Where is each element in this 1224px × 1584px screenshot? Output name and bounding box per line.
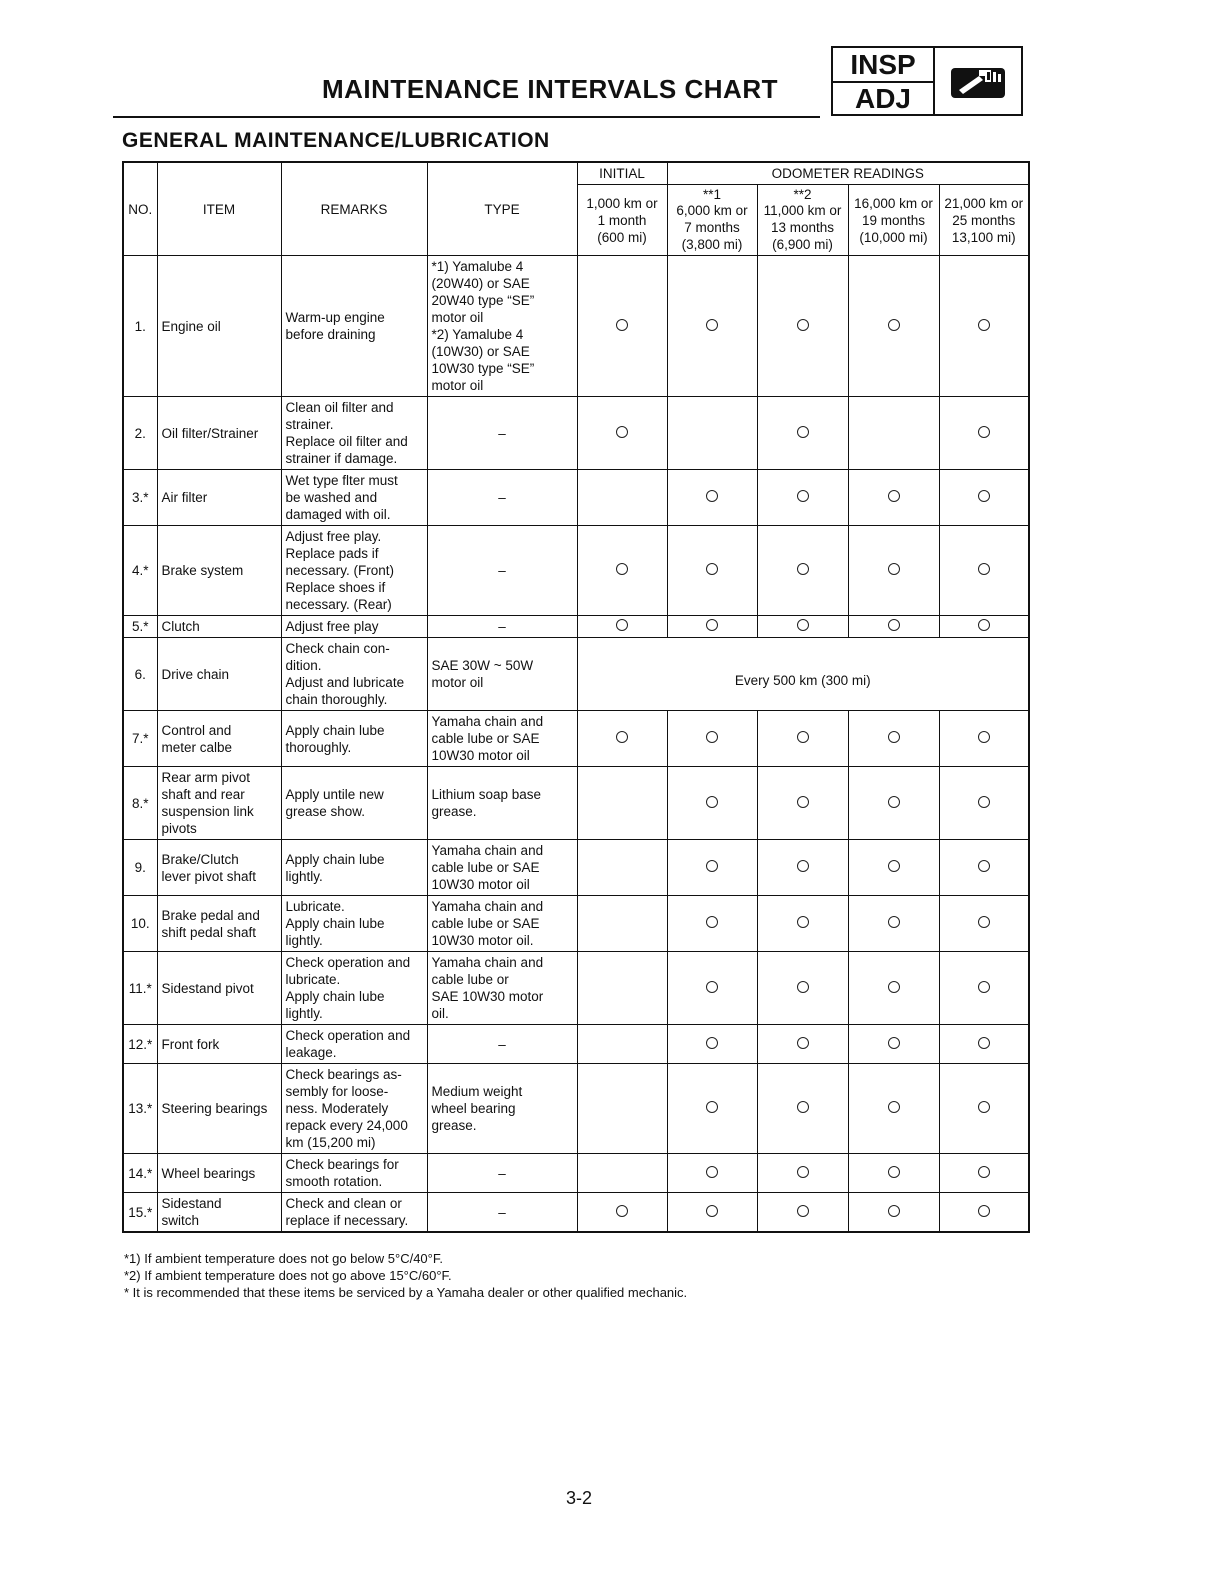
- row-type: –: [427, 1154, 577, 1193]
- check-circle-icon: [706, 731, 718, 743]
- row-number: 10.: [123, 896, 157, 952]
- interval-cell-4: [848, 767, 939, 840]
- row-item: Control and meter calbe: [157, 711, 281, 767]
- interval-cell-3: [757, 767, 848, 840]
- interval-cell-4: [848, 1154, 939, 1193]
- interval-cell-4: [848, 616, 939, 638]
- interval-cell-2: [667, 526, 757, 616]
- row-type: –: [427, 470, 577, 526]
- row-item: Sidestand pivot: [157, 952, 281, 1025]
- interval-cell-3: [757, 616, 848, 638]
- row-remarks: Check chain con- dition. Adjust and lubricate chain thoroughly.: [281, 638, 427, 711]
- check-circle-icon: [888, 490, 900, 502]
- row-item: Wheel bearings: [157, 1154, 281, 1193]
- chart-title: MAINTENANCE INTERVALS CHART: [322, 74, 778, 104]
- table-row: [123, 638, 1029, 711]
- row-number: 5.*: [123, 616, 157, 638]
- interval-cell-3: [757, 397, 848, 470]
- check-circle-icon: [706, 981, 718, 993]
- row-number: 8.*: [123, 767, 157, 840]
- check-circle-icon: [888, 916, 900, 928]
- header-interval-2: 6,000 km or 7 months (3,800 mi): [667, 202, 757, 256]
- row-remarks: Check and clean or replace if necessary.: [281, 1193, 427, 1233]
- check-circle-icon: [797, 916, 809, 928]
- row-type: Yamaha chain and cable lube or SAE 10W30 motor oil.: [427, 952, 577, 1025]
- insp-adj-badge: [831, 46, 1023, 116]
- interval-cell-1: [577, 952, 667, 1025]
- check-circle-icon: [797, 563, 809, 575]
- title-rule: [113, 116, 820, 118]
- interval-cell-4: [848, 840, 939, 896]
- check-circle-icon: [978, 981, 990, 993]
- check-circle-icon: [888, 1037, 900, 1049]
- row-number: 15.*: [123, 1193, 157, 1233]
- row-type: –: [427, 616, 577, 638]
- interval-cell-4: [848, 256, 939, 397]
- check-circle-icon: [797, 796, 809, 808]
- check-circle-icon: [797, 319, 809, 331]
- header-initial: INITIAL: [577, 162, 667, 185]
- interval-cell-1: [577, 840, 667, 896]
- badge-separator: [933, 48, 935, 114]
- interval-cell-4: [848, 397, 939, 470]
- row-remarks: Adjust free play. Replace pads if necessary. (Front) Replace shoes if necessary. (Rear): [281, 526, 427, 616]
- interval-cell-2: [667, 767, 757, 840]
- row-remarks: Apply chain lube lightly.: [281, 840, 427, 896]
- check-circle-icon: [888, 319, 900, 331]
- row-number: 1.: [123, 256, 157, 397]
- interval-cell-3: [757, 896, 848, 952]
- row-number: 12.*: [123, 1025, 157, 1064]
- check-circle-icon: [706, 319, 718, 331]
- header-no: NO.: [123, 162, 157, 256]
- interval-cell-3: [757, 1193, 848, 1233]
- interval-cell-3: [757, 526, 848, 616]
- check-circle-icon: [706, 796, 718, 808]
- interval-cell-2: [667, 397, 757, 470]
- check-circle-icon: [616, 619, 628, 631]
- interval-cell-2: [667, 1025, 757, 1064]
- check-circle-icon: [797, 490, 809, 502]
- header-interval-1: 1,000 km or 1 month (600 mi): [577, 185, 667, 256]
- row-item: Brake/Clutch lever pivot shaft: [157, 840, 281, 896]
- table-row: [123, 397, 1029, 470]
- interval-cell-5: [939, 616, 1029, 638]
- interval-cell-2: [667, 896, 757, 952]
- check-circle-icon: [616, 731, 628, 743]
- row-remarks: Check bearings for smooth rotation.: [281, 1154, 427, 1193]
- row-item: Sidestand switch: [157, 1193, 281, 1233]
- table-row: [123, 470, 1029, 526]
- row-item: Brake system: [157, 526, 281, 616]
- row-type: Medium weight wheel bearing grease.: [427, 1064, 577, 1154]
- interval-cell-5: [939, 1193, 1029, 1233]
- check-circle-icon: [797, 1205, 809, 1217]
- interval-cell-1: [577, 256, 667, 397]
- interval-cell-3: [757, 1025, 848, 1064]
- check-circle-icon: [888, 796, 900, 808]
- interval-cell-5: [939, 952, 1029, 1025]
- row-remarks: Warm-up engine before draining: [281, 256, 427, 397]
- table-row: [123, 616, 1029, 638]
- check-circle-icon: [706, 1101, 718, 1113]
- row-number: 11.*: [123, 952, 157, 1025]
- row-item: Drive chain: [157, 638, 281, 711]
- interval-cell-5: [939, 1154, 1029, 1193]
- check-circle-icon: [706, 563, 718, 575]
- check-circle-icon: [797, 1166, 809, 1178]
- row-type: –: [427, 1193, 577, 1233]
- interval-cell-1: [577, 470, 667, 526]
- row-remarks: Check bearings as- sembly for loose- ness. Moderately repack every 24,000 km (15,200 mi): [281, 1064, 427, 1154]
- row-item: Steering bearings: [157, 1064, 281, 1154]
- interval-cell-5: [939, 470, 1029, 526]
- table-row: [123, 840, 1029, 896]
- interval-cell-3: [757, 840, 848, 896]
- table-row: [123, 767, 1029, 840]
- row-type: Yamaha chain and cable lube or SAE 10W30 motor oil: [427, 840, 577, 896]
- row-type: –: [427, 526, 577, 616]
- check-circle-icon: [888, 563, 900, 575]
- row-number: 7.*: [123, 711, 157, 767]
- header-interval-5: 21,000 km or 25 months 13,100 mi): [939, 185, 1029, 256]
- interval-cell-3: [757, 711, 848, 767]
- row-item: Front fork: [157, 1025, 281, 1064]
- badge-adj-label: ADJ: [854, 83, 911, 114]
- header-row-1: [123, 162, 1029, 185]
- interval-cell-5: [939, 896, 1029, 952]
- interval-cell-5: [939, 1025, 1029, 1064]
- check-circle-icon: [978, 860, 990, 872]
- table-row: [123, 1064, 1029, 1154]
- check-circle-icon: [978, 426, 990, 438]
- header-interval-3: 11,000 km or 13 months (6,900 mi): [757, 202, 848, 256]
- interval-cell-3: [757, 256, 848, 397]
- row-remarks: Check operation and lubricate. Apply chain lube lightly.: [281, 952, 427, 1025]
- interval-cell-4: [848, 896, 939, 952]
- table-row: [123, 1025, 1029, 1064]
- check-circle-icon: [978, 1101, 990, 1113]
- row-interval-note: Every 500 km (300 mi): [577, 638, 1029, 711]
- check-circle-icon: [978, 1205, 990, 1217]
- badge-insp-label: INSP: [850, 49, 916, 80]
- check-circle-icon: [888, 981, 900, 993]
- wrench-tool-icon: [945, 60, 1011, 102]
- row-remarks: Apply chain lube thoroughly.: [281, 711, 427, 767]
- interval-cell-1: [577, 896, 667, 952]
- check-circle-icon: [797, 731, 809, 743]
- interval-cell-2: [667, 1193, 757, 1233]
- row-item: Engine oil: [157, 256, 281, 397]
- interval-cell-1: [577, 1193, 667, 1233]
- interval-cell-5: [939, 256, 1029, 397]
- row-type: *1) Yamalube 4 (20W40) or SAE 20W40 type “SE” motor oil *2) Yamalube 4 (10W30) or SAE 10W30 type “SE” motor oil: [427, 256, 577, 397]
- row-number: 13.*: [123, 1064, 157, 1154]
- check-circle-icon: [797, 619, 809, 631]
- check-circle-icon: [888, 619, 900, 631]
- interval-cell-2: [667, 256, 757, 397]
- check-circle-icon: [978, 619, 990, 631]
- interval-cell-4: [848, 1064, 939, 1154]
- interval-cell-2: [667, 840, 757, 896]
- check-circle-icon: [797, 426, 809, 438]
- check-circle-icon: [706, 1205, 718, 1217]
- check-circle-icon: [797, 1037, 809, 1049]
- interval-cell-5: [939, 526, 1029, 616]
- header-type: TYPE: [427, 162, 577, 256]
- check-circle-icon: [616, 563, 628, 575]
- check-circle-icon: [978, 796, 990, 808]
- interval-cell-2: [667, 1154, 757, 1193]
- maintenance-table: [122, 161, 1030, 1233]
- row-remarks: Clean oil filter and strainer. Replace oil filter and strainer if damage.: [281, 397, 427, 470]
- row-type: –: [427, 1025, 577, 1064]
- row-number: 3.*: [123, 470, 157, 526]
- check-circle-icon: [978, 319, 990, 331]
- interval-cell-2: [667, 711, 757, 767]
- row-type: Lithium soap base grease.: [427, 767, 577, 840]
- check-circle-icon: [797, 981, 809, 993]
- row-item: Clutch: [157, 616, 281, 638]
- table-row: [123, 1193, 1029, 1233]
- interval-cell-1: [577, 767, 667, 840]
- footnote-2: *2) If ambient temperature does not go above 15°C/60°F.: [124, 1268, 452, 1283]
- row-number: 6.: [123, 638, 157, 711]
- check-circle-icon: [888, 860, 900, 872]
- interval-cell-5: [939, 711, 1029, 767]
- row-number: 14.*: [123, 1154, 157, 1193]
- row-number: 4.*: [123, 526, 157, 616]
- row-type: SAE 30W ~ 50W motor oil: [427, 638, 577, 711]
- interval-cell-4: [848, 1025, 939, 1064]
- header-interval-4: 16,000 km or 19 months (10,000 mi): [848, 185, 939, 256]
- interval-cell-4: [848, 526, 939, 616]
- check-circle-icon: [706, 1037, 718, 1049]
- check-circle-icon: [616, 319, 628, 331]
- table-row: [123, 896, 1029, 952]
- row-item: Oil filter/Strainer: [157, 397, 281, 470]
- interval-cell-5: [939, 840, 1029, 896]
- interval-cell-1: [577, 1025, 667, 1064]
- footnote-3: * It is recommended that these items be serviced by a Yamaha dealer or other qualified mechanic.: [124, 1285, 688, 1300]
- interval-cell-4: [848, 1193, 939, 1233]
- interval-cell-2: [667, 616, 757, 638]
- row-remarks: Adjust free play: [281, 616, 427, 638]
- page-number: 3-2: [566, 1488, 593, 1508]
- row-remarks: Wet type flter must be washed and damaged with oil.: [281, 470, 427, 526]
- header-item: ITEM: [157, 162, 281, 256]
- interval-cell-1: [577, 616, 667, 638]
- interval-cell-2: [667, 470, 757, 526]
- interval-cell-3: [757, 952, 848, 1025]
- footnote-1: *1) If ambient temperature does not go below 5°C/40°F.: [124, 1251, 443, 1266]
- row-item: Rear arm pivot shaft and rear suspension link pivots: [157, 767, 281, 840]
- table-row: [123, 256, 1029, 397]
- interval-cell-3: [757, 1154, 848, 1193]
- row-item: Air filter: [157, 470, 281, 526]
- row-item: Brake pedal and shift pedal shaft: [157, 896, 281, 952]
- check-circle-icon: [978, 916, 990, 928]
- check-circle-icon: [797, 860, 809, 872]
- check-circle-icon: [616, 426, 628, 438]
- interval-cell-2: [667, 1064, 757, 1154]
- row-type: Yamaha chain and cable lube or SAE 10W30 motor oil.: [427, 896, 577, 952]
- row-remarks: Lubricate. Apply chain lube lightly.: [281, 896, 427, 952]
- header-odometer-readings: ODOMETER READINGS: [667, 162, 1029, 185]
- table-row: [123, 1154, 1029, 1193]
- check-circle-icon: [888, 1166, 900, 1178]
- check-circle-icon: [888, 1101, 900, 1113]
- check-circle-icon: [978, 490, 990, 502]
- row-number: 9.: [123, 840, 157, 896]
- table-row: [123, 711, 1029, 767]
- interval-cell-2: [667, 952, 757, 1025]
- section-title: GENERAL MAINTENANCE/LUBRICATION: [122, 129, 550, 152]
- header-mark-1: **1: [667, 185, 757, 203]
- interval-cell-4: [848, 711, 939, 767]
- interval-cell-3: [757, 470, 848, 526]
- check-circle-icon: [978, 1037, 990, 1049]
- row-remarks: Check operation and leakage.: [281, 1025, 427, 1064]
- check-circle-icon: [978, 563, 990, 575]
- interval-cell-1: [577, 1154, 667, 1193]
- interval-cell-1: [577, 397, 667, 470]
- row-type: Yamaha chain and cable lube or SAE 10W30 motor oil: [427, 711, 577, 767]
- check-circle-icon: [706, 1166, 718, 1178]
- row-number: 2.: [123, 397, 157, 470]
- check-circle-icon: [978, 1166, 990, 1178]
- interval-cell-5: [939, 767, 1029, 840]
- row-remarks: Apply untile new grease show.: [281, 767, 427, 840]
- check-circle-icon: [706, 619, 718, 631]
- row-type: –: [427, 397, 577, 470]
- table-row: [123, 526, 1029, 616]
- header-mark-2: **2: [757, 185, 848, 203]
- interval-cell-5: [939, 1064, 1029, 1154]
- footnotes: [124, 1250, 687, 1301]
- check-circle-icon: [797, 1101, 809, 1113]
- interval-cell-1: [577, 526, 667, 616]
- check-circle-icon: [706, 916, 718, 928]
- interval-cell-1: [577, 1064, 667, 1154]
- interval-cell-5: [939, 397, 1029, 470]
- interval-cell-4: [848, 470, 939, 526]
- interval-cell-1: [577, 711, 667, 767]
- check-circle-icon: [888, 1205, 900, 1217]
- check-circle-icon: [706, 860, 718, 872]
- table-row: [123, 952, 1029, 1025]
- check-circle-icon: [616, 1205, 628, 1217]
- interval-cell-4: [848, 952, 939, 1025]
- check-circle-icon: [706, 490, 718, 502]
- check-circle-icon: [978, 731, 990, 743]
- header-remarks: REMARKS: [281, 162, 427, 256]
- interval-cell-3: [757, 1064, 848, 1154]
- check-circle-icon: [888, 731, 900, 743]
